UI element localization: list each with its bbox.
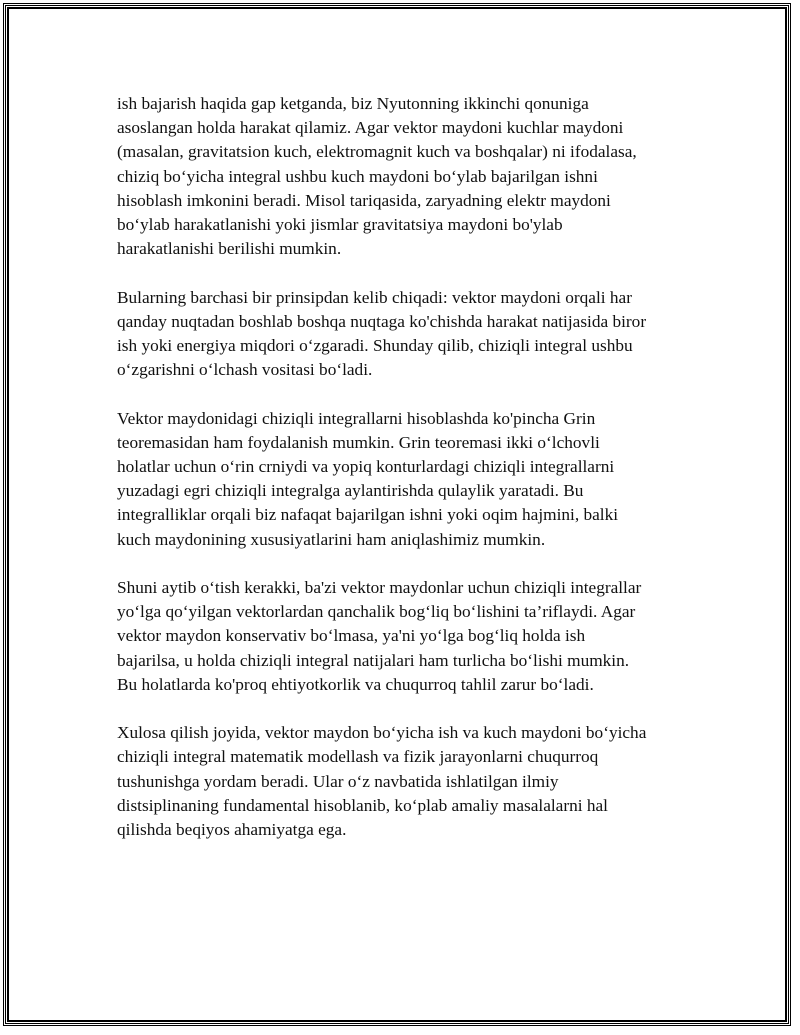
text-line: distsiplinaning fundamental hisoblanib, ko‘plab amaliy masalalarni hal: [117, 795, 608, 815]
document-body: [117, 92, 687, 866]
paragraph-4: [117, 576, 687, 697]
paragraph-3: [117, 407, 687, 552]
paragraph-1: [117, 92, 687, 261]
text-line: asoslangan holda harakat qilamiz. Agar vektor maydoni kuchlar maydoni: [117, 118, 624, 138]
text-line: ish bajarish haqida gap ketganda, biz Nyutonning ikkinchi qonuniga: [117, 94, 589, 113]
text-line: ish yoki energiya miqdori o‘zgaradi. Shunday qilib, chiziqli integral ushbu: [117, 336, 633, 356]
text-line: chiziqli integral matematik modellash va fizik jarayonlarni chuqurroq: [117, 747, 599, 767]
text-line: Bularning barchasi bir prinsipdan kelib chiqadi: vektor maydoni orqali har: [117, 287, 632, 307]
text-line: chiziq bo‘yicha integral ushbu kuch maydoni bo‘ylab bajarilgan ishni: [117, 166, 598, 186]
text-line: tushunishga yordam beradi. Ular o‘z navbatida ishlatilgan ilmiy: [117, 771, 559, 791]
text-line: qanday nuqtadan boshlab boshqa nuqtaga ko'chishda harakat natijasida biror: [117, 311, 647, 331]
paragraph-5: [117, 721, 687, 842]
text-line: bo‘ylab harakatlanishi yoki jismlar gravitatsiya maydoni bo'ylab: [117, 215, 563, 235]
text-line: Shuni aytib o‘tish kerakki, ba'zi vektor maydonlar uchun chiziqli integrallar: [117, 578, 642, 598]
text-line: vektor maydon konservativ bo‘lmasa, ya'ni yo‘lga bog‘liq holda ish: [117, 626, 586, 646]
paragraph-2: [117, 286, 687, 383]
text-line: teoremasidan ham foydalanish mumkin. Grin teoremasi ikki o‘lchovli: [117, 432, 600, 452]
text-line: Vektor maydonidagi chiziqli integrallarni hisoblashda ko'pincha Grin: [117, 408, 596, 428]
text-line: o‘zgarishni o‘lchash vositasi bo‘ladi.: [117, 360, 373, 380]
text-line: hisoblash imkonini beradi. Misol tariqasida, zaryadning elektr maydoni: [117, 190, 611, 210]
text-line: integralliklar orqali biz nafaqat bajarilgan ishni yoki oqim hajmini, balki: [117, 505, 619, 525]
text-line: qilishda beqiyos ahamiyatga ega.: [117, 820, 347, 840]
text-line: kuch maydonining xususiyatlarini ham aniqlashimiz mumkin.: [117, 529, 546, 549]
text-line: yo‘lga qo‘yilgan vektorlardan qanchalik bog‘liq bo‘lishini ta’riflaydi. Agar: [117, 602, 636, 622]
text-line: Bu holatlarda ko'proq ehtiyotkorlik va chuqurroq tahlil zarur bo‘ladi.: [117, 674, 594, 694]
text-line: holatlar uchun o‘rin crniydi va yopiq konturlardagi chiziqli integrallarni: [117, 457, 615, 477]
text-line: yuzadagi egri chiziqli integralga aylantirishda qulaylik yaratadi. Bu: [117, 481, 584, 501]
text-line: (masalan, gravitatsion kuch, elektromagnit kuch va boshqalar) ni ifodalasa,: [117, 142, 637, 162]
text-line: harakatlanishi berilishi mumkin.: [117, 239, 342, 259]
text-line: Xulosa qilish joyida, vektor maydon bo‘yicha ish va kuch maydoni bo‘yicha: [117, 723, 647, 743]
text-line: bajarilsa, u holda chiziqli integral natijalari ham turlicha bo‘lishi mumkin.: [117, 650, 630, 670]
